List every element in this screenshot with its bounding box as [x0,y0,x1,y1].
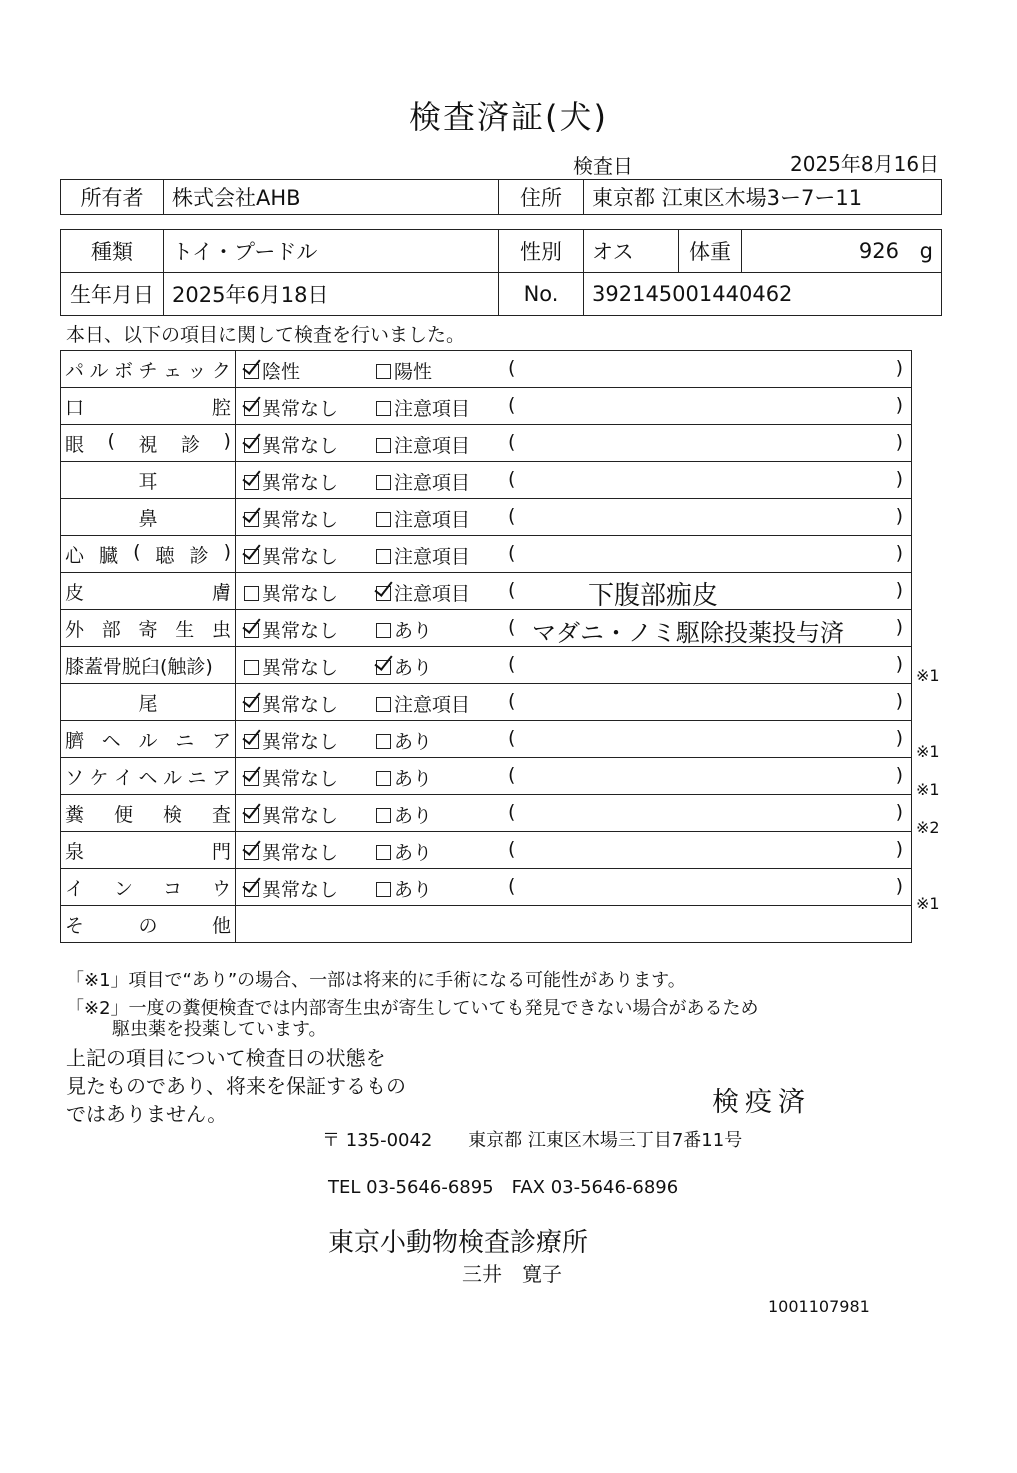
checked-box-icon[interactable] [244,808,259,823]
option-normal[interactable] [244,616,338,643]
checklist-item-char: ニ [187,766,207,789]
other-label-cell [61,906,236,943]
checklist-item-text [65,837,231,864]
checklist-item-char: 便 [113,803,133,826]
checklist-item-char: 眼 [65,433,85,456]
checklist-item-char: 生 [175,618,195,641]
birth-label: 生年月日 [61,273,164,316]
checklist-options [236,573,912,610]
option-normal[interactable] [244,505,338,532]
note-paren-open: ( [508,653,516,675]
note-paren-close: ) [895,764,903,786]
checklist-item-char: ッ [187,359,207,382]
disclaimer-line: 上記の項目について検査日の状態を [66,1046,386,1070]
footnote-1: 「※1」項目で“あり”の場合、一部は将来的に手術になる可能性があります。 [66,970,686,991]
option-label: 異常なし [262,842,339,864]
checklist-item-char: ウ [211,877,231,900]
option-label: あり [394,842,433,864]
checked-box-icon[interactable] [376,586,391,601]
option-abnormal[interactable] [376,357,432,384]
footnote-mark: ※1 [916,894,940,913]
address-label: 住所 [499,180,584,215]
checked-box-icon[interactable] [244,549,259,564]
checklist-row [61,351,912,388]
option-label: 異常なし [262,472,339,494]
checklist-row [61,425,912,462]
checklist-item-char: イ [65,877,85,900]
checkbox-icon[interactable] [376,734,391,749]
option-normal[interactable] [244,542,338,569]
note-paren-open: ( [508,431,516,453]
document-code: 1001107981 [768,1297,870,1316]
intro-text: 本日、以下の項目に関して検査を行いました。 [66,324,466,346]
checklist-item-char: ア [211,729,231,752]
checkbox-icon[interactable] [376,364,391,379]
checklist-row [61,388,912,425]
checklist-item-char: 糞 [65,803,85,826]
checklist-item-label [61,499,236,536]
checklist-options [236,610,912,647]
checkbox-icon[interactable] [376,512,391,527]
note-paren-open: ( [508,468,516,490]
option-label: 注意項目 [394,435,471,457]
checklist-item-label [61,721,236,758]
checklist-item-char: パ [65,359,85,382]
checklist-item-char: 聴 [155,544,175,567]
option-label: 異常なし [262,879,339,901]
checklist-item-label [61,610,236,647]
checked-box-icon[interactable] [244,438,259,453]
checked-box-icon[interactable] [244,697,259,712]
no-label: No. [499,273,584,316]
checklist-options [236,832,912,869]
checklist-item-label [61,351,236,388]
option-label: 異常なし [262,657,339,679]
option-abnormal[interactable] [376,838,432,865]
option-label: 異常なし [262,768,339,790]
checklist-item-char: 虫 [211,618,231,641]
option-abnormal[interactable] [376,431,470,458]
note-paren-open: ( [508,875,516,897]
note-paren-open: ( [508,801,516,823]
option-abnormal[interactable] [376,468,470,495]
option-label: 異常なし [262,805,339,827]
checkbox-icon[interactable] [376,845,391,860]
checklist-item-char: 泉 [65,840,85,863]
checklist-options [236,721,912,758]
footnote-2-cont: 駆虫薬を投薬しています。 [112,1019,327,1040]
checklist-item-char: ル [162,766,182,789]
note-paren-close: ) [895,431,903,453]
option-label: あり [394,768,433,790]
checklist-item-label [61,869,236,906]
footnote-mark: ※1 [916,666,940,685]
option-label: 注意項目 [394,509,471,531]
checklist-options [236,536,912,573]
option-normal[interactable] [244,801,338,828]
page-title: 検査済証(犬) [409,98,608,136]
clinic-address: 東京都 江東区木場三丁目7番11号 [468,1130,743,1151]
checklist-item-label [61,832,236,869]
disclaimer-line: 見たものであり、将来を保証するもの [66,1074,406,1098]
checklist-item-char: ソ [65,766,85,789]
birth-value: 2025年6月18日 [164,273,499,316]
clinic-address-line [322,1126,742,1152]
checked-box-icon[interactable] [244,475,259,490]
checklist-item-char: 査 [211,803,231,826]
note-paren-close: ) [895,468,903,490]
weight-cell [742,230,942,273]
postal-code: 〒 135-0042 [322,1130,433,1151]
option-label: 注意項目 [394,583,471,605]
note-paren-open: ( [508,616,516,638]
checklist-row [61,610,912,647]
other-label-char: の [138,914,158,937]
option-label: 陰性 [262,361,301,383]
note-paren-close: ) [895,838,903,860]
checklist-item-char: ェ [162,359,182,382]
note-paren-close: ) [895,875,903,897]
checked-box-icon[interactable] [244,364,259,379]
checklist-options [236,351,912,388]
checkbox-icon[interactable] [376,438,391,453]
checkbox-icon[interactable] [244,660,259,675]
checklist-options [236,425,912,462]
option-label: 注意項目 [394,398,471,420]
option-abnormal[interactable] [376,690,470,717]
option-normal[interactable] [244,838,338,865]
checklist-item-char: 外 [65,618,85,641]
option-abnormal[interactable] [376,505,470,532]
checkbox-icon[interactable] [376,882,391,897]
option-label: 注意項目 [394,472,471,494]
checklist-item-char: ン [113,877,133,900]
option-label: 異常なし [262,398,339,420]
checklist-item-char: 尾 [138,692,158,715]
checklist-options [236,758,912,795]
checklist-item-char: コ [162,877,182,900]
checkbox-icon[interactable] [376,549,391,564]
option-normal[interactable] [244,690,338,717]
checklist-options [236,795,912,832]
checklist-item-char: 門 [211,840,231,863]
checklist-item-label [61,388,236,425]
inspection-date-label: 検査日 [573,154,633,178]
note-paren-close: ) [895,357,903,379]
footnote-2: 「※2」一度の糞便検査では内部寄生虫が寄生していても発見できない場合があるため [66,998,759,1019]
option-abnormal[interactable] [376,616,432,643]
checklist-item-char: 皮 [65,581,85,604]
checklist-item-text [65,393,231,420]
note-paren-open: ( [508,394,516,416]
checklist-item-char: 検 [162,803,182,826]
checklist-item-text [65,578,231,605]
other-label [65,911,231,938]
checked-box-icon[interactable] [244,882,259,897]
option-label: 異常なし [262,509,339,531]
option-normal[interactable] [244,727,338,754]
clinic-phone: TEL 03-5646-6895 FAX 03-5646-6896 [328,1177,679,1198]
checklist-item-char: 臍 [65,729,85,752]
checklist-row [61,647,912,684]
other-label-char: そ [65,914,85,937]
checklist-item-char: イ [113,766,133,789]
remark-text: マダニ・ノミ駆除投薬投与済 [532,619,844,647]
option-abnormal[interactable] [376,653,432,680]
checklist-row [61,499,912,536]
option-label: あり [394,731,433,753]
checklist-item-char: 心 [65,544,85,567]
note-paren-open: ( [508,690,516,712]
option-normal[interactable] [244,875,338,902]
checklist-row [61,795,912,832]
checklist-item-char: 視 [138,433,158,456]
checklist-item-char: ) [223,429,231,452]
checklist-item-char: ヘ [138,766,158,789]
veterinarian-name: 三井 寛子 [462,1262,562,1286]
option-label: 異常なし [262,435,339,457]
note-paren-close: ) [895,690,903,712]
breed-value: トイ・プードル [164,230,499,273]
checklist-item-char: ( [133,540,141,563]
option-label: あり [394,879,433,901]
checklist-item-text [65,430,231,457]
checked-box-icon[interactable] [244,771,259,786]
checked-box-icon[interactable] [244,734,259,749]
checkbox-icon[interactable] [376,808,391,823]
checklist-item-char: 診 [189,544,209,567]
checkbox-icon[interactable] [376,475,391,490]
checklist-item-char: ( [107,429,115,452]
option-normal[interactable] [244,579,338,606]
checklist-row [61,721,912,758]
checklist-row [61,869,912,906]
note-paren-close: ) [895,505,903,527]
option-label: 異常なし [262,583,339,605]
address-value: 東京都 江東区木場3ー7ー11 [584,180,942,215]
owner-table [60,179,942,215]
checked-box-icon[interactable] [244,401,259,416]
option-abnormal[interactable] [376,801,432,828]
checklist-item-text [65,541,231,568]
checkbox-icon[interactable] [376,623,391,638]
checklist-row [61,684,912,721]
checkbox-icon[interactable] [376,771,391,786]
weight-value: 926 [858,239,899,263]
checklist-item-text [65,689,231,716]
option-abnormal[interactable] [376,727,432,754]
option-normal[interactable] [244,468,338,495]
option-abnormal[interactable] [376,542,470,569]
checklist-row [61,536,912,573]
checklist-item-text: 膝蓋骨脱臼(触診) [65,655,213,678]
checklist-item-label [61,795,236,832]
checkbox-icon[interactable] [244,586,259,601]
clinic-name: 東京小動物検査診療所 [328,1228,589,1258]
checked-box-icon[interactable] [244,845,259,860]
checklist-options [236,647,912,684]
checklist-item-label [61,536,236,573]
checklist-item-char: ケ [89,766,109,789]
checklist-item-char: 鼻 [138,507,158,530]
option-abnormal[interactable] [376,764,432,791]
checklist-item-char: ヘ [101,729,121,752]
checklist-item-text [65,356,231,383]
checklist-options [236,869,912,906]
checklist-options [236,684,912,721]
option-normal[interactable] [244,357,300,384]
sex-label: 性別 [499,230,584,273]
option-abnormal[interactable] [376,579,470,606]
checklist-options [236,388,912,425]
checked-box-icon[interactable] [244,623,259,638]
checklist-item-label [61,462,236,499]
note-paren-close: ) [895,616,903,638]
weight-unit: g [919,239,933,263]
note-paren-close: ) [895,542,903,564]
owner-label: 所有者 [61,180,164,215]
checklist-item-char: 耳 [138,470,158,493]
disclaimer-line: ではありません。 [66,1102,228,1126]
checklist-item-text [65,726,231,753]
checklist-item-char: 部 [101,618,121,641]
note-paren-open: ( [508,579,516,601]
footnote-mark: ※1 [916,742,940,761]
checklist-item-char: ク [211,359,231,382]
option-normal[interactable] [244,653,338,680]
checkbox-icon[interactable] [376,697,391,712]
owner-value: 株式会社AHB [164,180,499,215]
checklist-row [61,832,912,869]
option-label: あり [394,657,433,679]
checklist-item-text [65,800,231,827]
option-label: 異常なし [262,620,339,642]
option-label: あり [394,620,433,642]
checklist-row [61,462,912,499]
option-label: あり [394,805,433,827]
inspection-date: 2025年8月16日 [790,152,940,176]
checklist-item-label [61,425,236,462]
disclaimer [66,1044,406,1128]
option-normal[interactable] [244,431,338,458]
option-label: 陽性 [394,361,433,383]
checklist-item-char: 診 [181,433,201,456]
note-paren-open: ( [508,727,516,749]
note-paren-open: ( [508,838,516,860]
checked-box-icon[interactable] [376,660,391,675]
checklist-options [236,462,912,499]
option-abnormal[interactable] [376,394,470,421]
checklist-row [61,573,912,610]
checklist-table [60,350,912,943]
pet-info-table [60,229,942,316]
no-value: 392145001440462 [584,273,942,316]
option-normal[interactable] [244,764,338,791]
checklist-item-char: 膚 [211,581,231,604]
checklist-item-char: 寄 [138,618,158,641]
checklist-item-char: ニ [175,729,195,752]
checklist-item-char: ボ [113,359,133,382]
note-paren-close: ) [895,801,903,823]
checklist-item-label [61,647,236,684]
checklist-item-text [65,467,231,494]
checkbox-icon[interactable] [376,401,391,416]
checklist-item-char: チ [138,359,158,382]
footnote-mark: ※2 [916,818,940,837]
note-paren-close: ) [895,394,903,416]
remark-text: 下腹部痂皮 [588,581,719,611]
checklist-item-text [65,615,231,642]
checklist-row [61,758,912,795]
footnote-mark: ※1 [916,780,940,799]
checklist-item-char: ル [138,729,158,752]
checked-box-icon[interactable] [244,512,259,527]
option-normal[interactable] [244,394,338,421]
checklist-item-text [65,504,231,531]
checklist-options [236,499,912,536]
note-paren-close: ) [895,579,903,601]
other-label-char: 他 [211,914,231,937]
note-paren-close: ) [895,653,903,675]
checklist-item-label [61,684,236,721]
checklist-item-char: 腔 [211,396,231,419]
note-paren-close: ) [895,727,903,749]
note-paren-open: ( [508,505,516,527]
breed-label: 種類 [61,230,164,273]
checklist-item-char: ル [89,359,109,382]
option-abnormal[interactable] [376,875,432,902]
note-paren-open: ( [508,542,516,564]
note-paren-open: ( [508,764,516,786]
option-label: 異常なし [262,731,339,753]
checklist-item-char: ) [223,540,231,563]
checklist-item-text [65,763,231,790]
weight-label: 体重 [679,230,742,273]
checklist-item-char: 口 [65,396,85,419]
option-label: 異常なし [262,694,339,716]
checklist-item-char: 臓 [99,544,119,567]
note-paren-open: ( [508,357,516,379]
checklist-item-label [61,573,236,610]
option-label: 注意項目 [394,694,471,716]
sex-value: オス [584,230,679,273]
checklist-item-label [61,758,236,795]
checklist-item-text [65,874,231,901]
checklist-item-char: ア [211,766,231,789]
option-label: 異常なし [262,546,339,568]
option-label: 注意項目 [394,546,471,568]
other-value [236,906,912,943]
quarantine-stamp: 検疫済 [712,1087,811,1118]
